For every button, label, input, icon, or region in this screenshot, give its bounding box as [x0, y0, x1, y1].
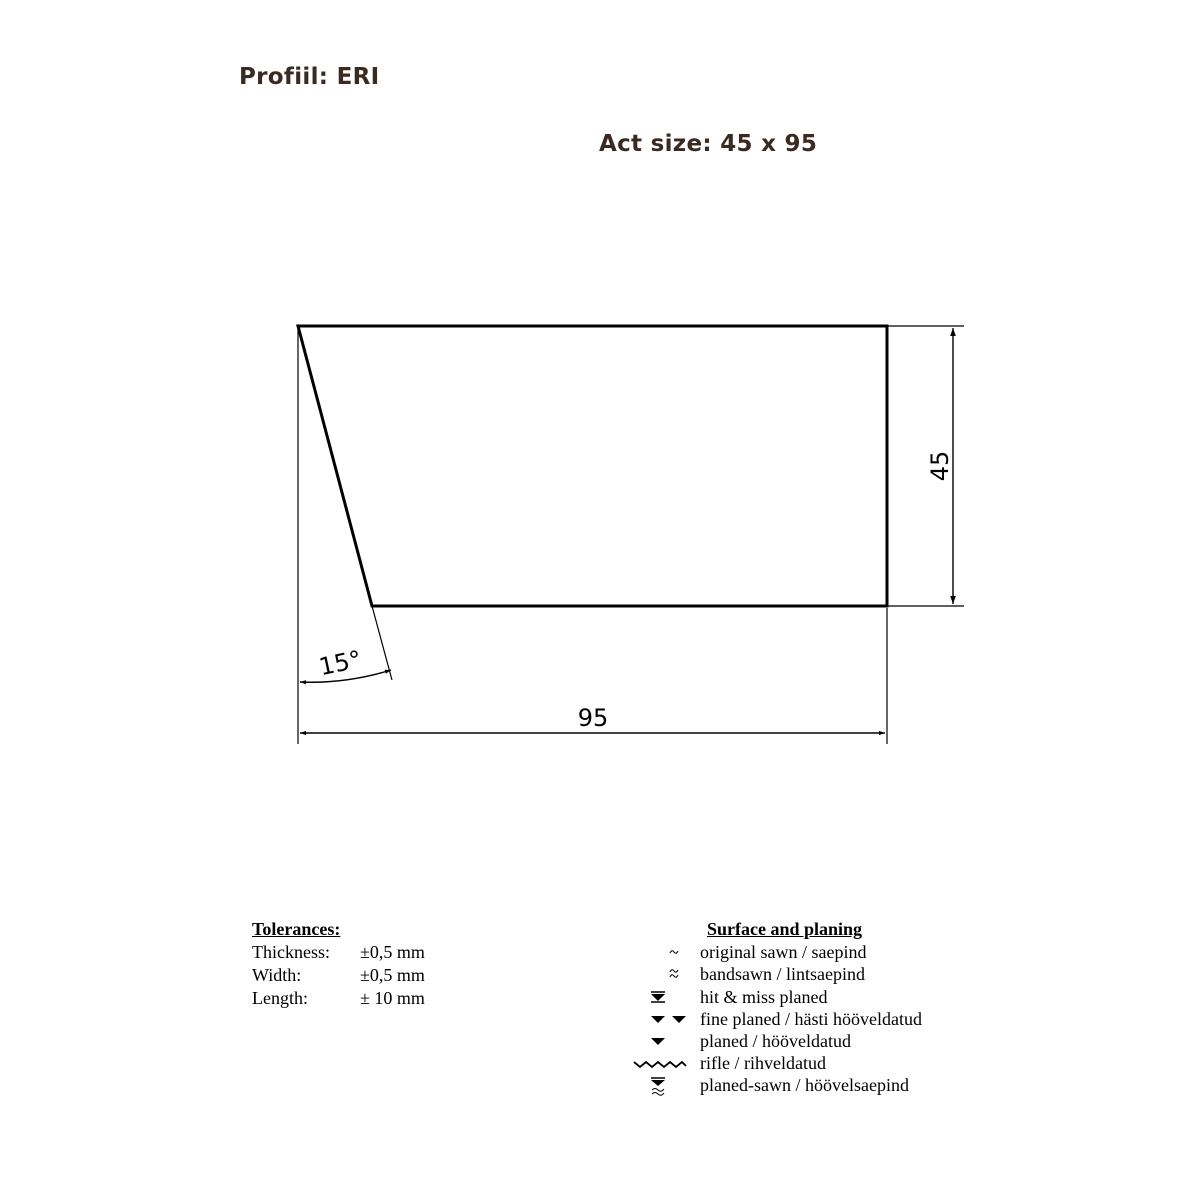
tilde-icon [620, 941, 692, 963]
tolerance-value: ±0,5 mm [360, 942, 425, 962]
legend-label: planed-sawn / höövelsaepind [700, 1075, 909, 1095]
surface-heading: Surface and planing [707, 919, 863, 939]
legend-item-bandsawn [620, 963, 1040, 985]
legend-label: fine planed / hästi hööveldatud [700, 1009, 922, 1029]
legend-item-planed [620, 1030, 1040, 1052]
tolerances-heading: Tolerances: [252, 919, 341, 939]
profile-title: Profiil: ERI [239, 64, 380, 90]
legend-label: original sawn / saepind [700, 942, 867, 962]
act-size-title: Act size: 45 x 95 [599, 131, 818, 157]
tolerance-label: Width: [252, 965, 302, 985]
zigzag-icon [620, 1052, 692, 1074]
legend-item-hit-miss [620, 986, 1040, 1008]
triangle-tilde-icon [620, 1074, 692, 1096]
legend-label: planed / hööveldatud [700, 1031, 851, 1051]
tolerance-row-width [252, 964, 502, 987]
tolerance-label: Length: [252, 988, 308, 1008]
legend-label: hit & miss planed [700, 987, 828, 1007]
legend-label: rifle / rihveldatud [700, 1053, 826, 1073]
angle-dimension-label: 15° [316, 645, 365, 682]
legend-item-fine-planed [620, 1008, 1040, 1030]
legend-label: bandsawn / lintsaepind [700, 964, 865, 984]
legend-item-rifle [620, 1052, 1040, 1074]
angle-extension-line [372, 606, 392, 680]
tolerance-value: ±0,5 mm [360, 965, 425, 985]
height-dimension-label: 45 [926, 450, 954, 482]
width-dimension-label: 95 [577, 704, 609, 732]
double-triangle-icon [620, 1008, 692, 1030]
tolerances-block [252, 918, 502, 1010]
tolerance-row-thickness [252, 941, 502, 964]
tolerance-row-length [252, 987, 502, 1010]
hit-miss-triangle-icon [620, 986, 692, 1008]
triangle-icon [620, 1030, 692, 1052]
tolerance-value: ± 10 mm [360, 988, 425, 1008]
tolerance-label: Thickness: [252, 942, 330, 962]
legend-item-original-sawn [620, 941, 1040, 963]
double-tilde-icon [620, 963, 692, 985]
profile-outline [298, 326, 887, 606]
legend-item-planed-sawn [620, 1074, 1040, 1096]
